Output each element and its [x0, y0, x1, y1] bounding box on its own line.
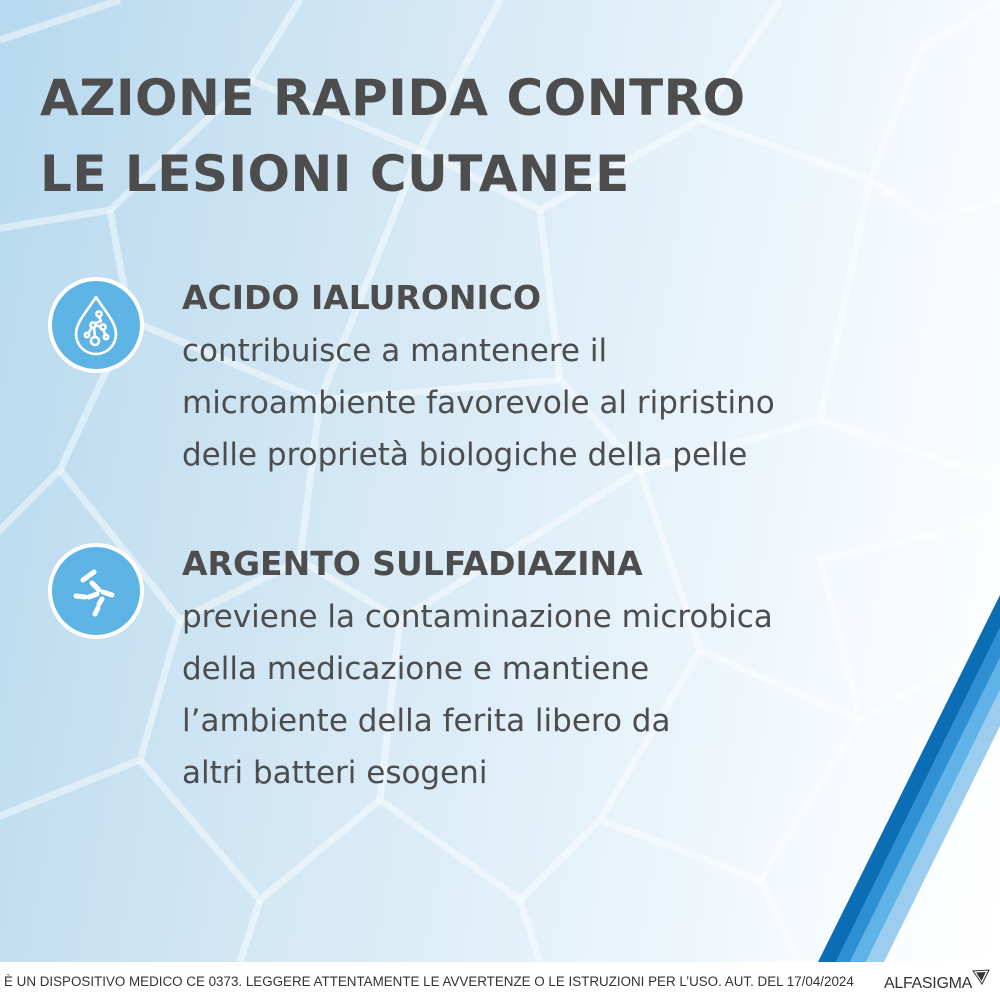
feature-heading: ACIDO IALURONICO	[182, 278, 542, 317]
description-line: altri batteri esogeni	[182, 755, 488, 791]
description-line: delle proprietà biologiche della pelle	[182, 437, 748, 473]
title-line-2: LE LESIONI CUTANEE	[40, 145, 630, 203]
brand-logo	[884, 969, 990, 993]
legal-disclaimer: È UN DISPOSITIVO MEDICO CE 0373. LEGGERE ATTENTAMENTE LE AVVERTENZE O LE ISTRUZIONI PER L’USO. AUT. DEL 17/04/2024	[4, 974, 854, 989]
description-line: previene la contaminazione microbica	[182, 599, 773, 635]
feature-heading: ARGENTO SULFADIAZINA	[182, 544, 643, 583]
description-line: l’ambiente della ferita libero da	[182, 703, 671, 739]
title-line-1: AZIONE RAPIDA CONTRO	[40, 69, 746, 127]
description-line: della medicazione e mantiene	[182, 651, 650, 687]
description-line: microambiente favorevole al ripristino	[182, 385, 775, 421]
description-line: contribuisce a mantenere il	[182, 333, 608, 369]
alfasigma-gem-icon	[972, 969, 990, 985]
footer	[0, 962, 1000, 1000]
brand-name: ALFASIGMA	[884, 975, 972, 992]
